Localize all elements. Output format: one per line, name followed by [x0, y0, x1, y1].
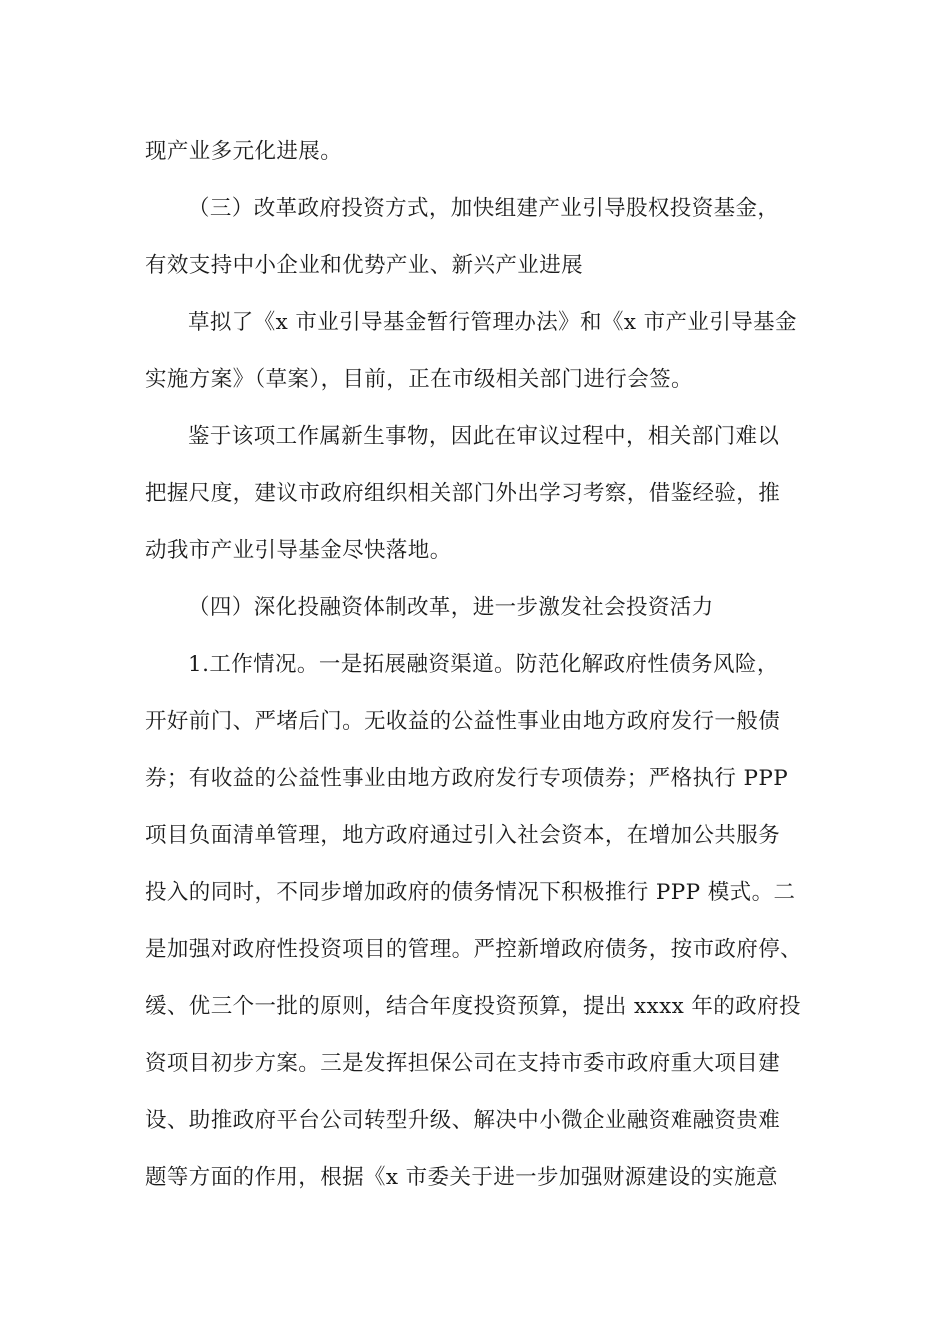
text-line: 题等方面的作用，根据《x 市委关于进一步加强财源建设的实施意 [145, 1165, 778, 1190]
section-heading-3: （三）改革政府投资方式，加快组建产业引导股权投资基金， [188, 196, 780, 221]
text-line: 缓、优三个一批的原则，结合年度投资预算，提出 xxxx 年的政府投 [145, 994, 801, 1019]
text-line: 项目负面清单管理，地方政府通过引入社会资本，在增加公共服务 [145, 823, 781, 848]
text-line: 实施方案》（草案），目前，正在市级相关部门进行会签。 [145, 367, 693, 392]
paragraph-start: 1.工作情况。一是拓展融资渠道。防范化解政府性债务风险， [188, 652, 779, 677]
text-line: 现产业多元化进展。 [145, 139, 343, 164]
text-line: 动我市产业引导基金尽快落地。 [145, 538, 452, 563]
section-heading-4: （四）深化投融资体制改革，进一步激发社会投资活力 [188, 595, 714, 620]
text-line: 开好前门、严堵后门。无收益的公益性事业由地方政府发行一般债 [145, 709, 781, 734]
text-line: 设、助推政府平台公司转型升级、解决中小微企业融资难融资贵难 [145, 1108, 781, 1133]
text-line: 投入的同时，不同步增加政府的债务情况下积极推行 PPP 模式。二 [145, 880, 796, 905]
text-line: 资项目初步方案。三是发挥担保公司在支持市委市政府重大项目建 [145, 1051, 781, 1076]
text-line: 券；有收益的公益性事业由地方政府发行专项债券；严格执行 PPP [145, 766, 789, 791]
text-line: 把握尺度，建议市政府组织相关部门外出学习考察，借鉴经验，推 [145, 481, 781, 506]
paragraph-start: 鉴于该项工作属新生事物，因此在审议过程中，相关部门难以 [188, 424, 780, 449]
paragraph-start: 草拟了《x 市业引导基金暂行管理办法》和《x 市产业引导基金 [188, 310, 797, 335]
text-line: 有效支持中小企业和优势产业、新兴产业进展 [145, 253, 584, 278]
text-line: 是加强对政府性投资项目的管理。严控新增政府债务，按市政府停、 [145, 937, 803, 962]
